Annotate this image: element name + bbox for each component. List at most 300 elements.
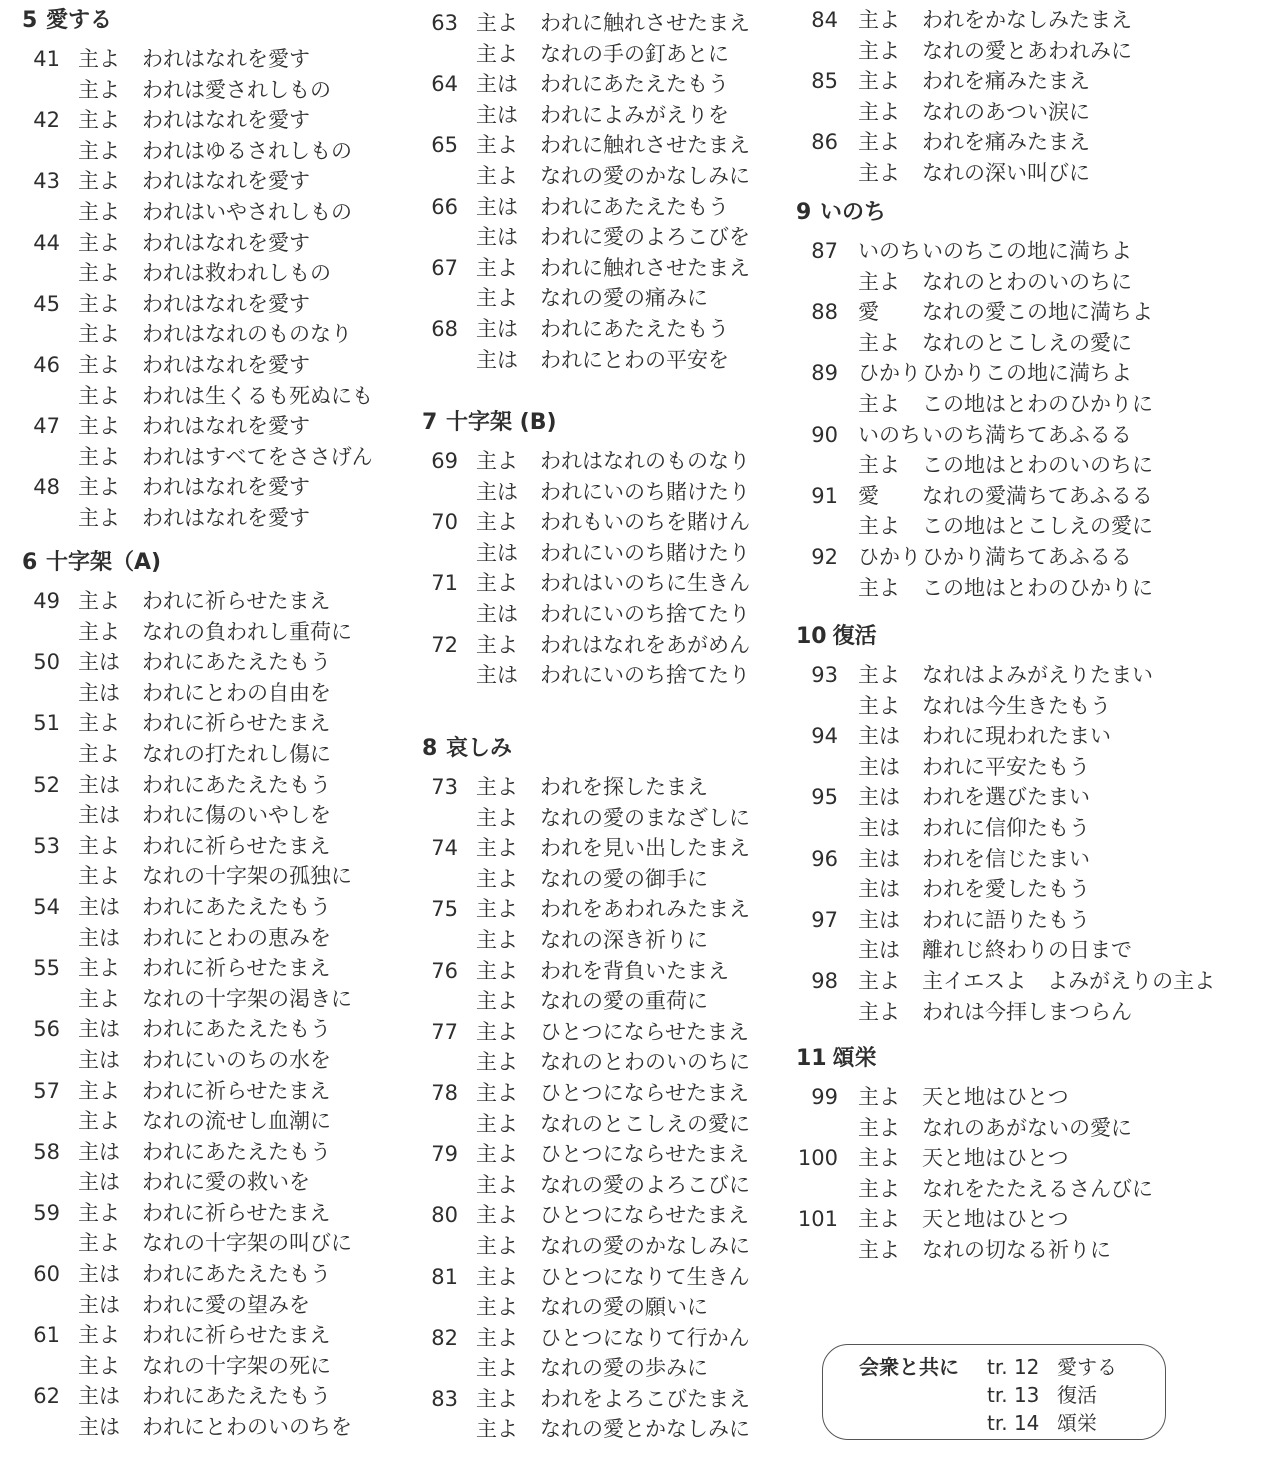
- line-number: [22, 800, 78, 831]
- line-speaker: 主よ: [858, 453, 900, 478]
- line-speaker: 主よ: [858, 160, 900, 185]
- prayer-line: [422, 538, 802, 569]
- line-speaker: 愛: [858, 300, 879, 325]
- line-number: [422, 100, 476, 131]
- line-speaker: 主よ: [858, 575, 900, 600]
- line-text: われはなれを愛す: [142, 108, 310, 133]
- line-number: 48: [33, 475, 60, 500]
- line-text: なれの愛とあわれみに: [922, 38, 1132, 63]
- track-name: 復活: [1057, 1383, 1097, 1407]
- prayer-line: [422, 1078, 802, 1109]
- line-number: 68: [431, 316, 458, 341]
- line-speaker: 主よ: [476, 133, 518, 158]
- line-speaker: 主よ: [78, 352, 120, 377]
- line-list: [22, 586, 412, 1443]
- prayer-line: [22, 166, 412, 197]
- line-text: われはなれのものなり: [540, 449, 750, 473]
- line-number: [422, 477, 476, 508]
- line-text: なれの十字架の孤独に: [142, 864, 352, 889]
- line-number: [422, 1292, 476, 1323]
- congregation-note-box: [822, 1344, 1166, 1440]
- line-text: われにあたえたもう: [540, 72, 729, 97]
- line-speaker: 主は: [78, 803, 120, 828]
- line-number: 55: [33, 956, 60, 981]
- line-speaker: 主よ: [476, 1356, 518, 1381]
- line-speaker: 主は: [78, 1170, 120, 1195]
- line-speaker: 主よ: [476, 958, 518, 983]
- line-text: われにあたえたもう: [142, 1017, 331, 1042]
- prayer-line: [422, 1200, 802, 1231]
- section: [796, 198, 1266, 603]
- line-number: 56: [33, 1017, 60, 1042]
- line-number: 71: [431, 571, 458, 596]
- line-text: なれのとわのいのちに: [540, 1050, 750, 1075]
- prayer-line: [22, 289, 412, 320]
- line-text: われに祈らせたまえ: [142, 1078, 331, 1103]
- line-speaker: 主よ: [476, 897, 518, 922]
- line-speaker: 主よ: [78, 47, 120, 71]
- line-speaker: 主よ: [78, 475, 120, 500]
- prayer-line: [796, 297, 1266, 328]
- line-text: なれをたたえるさんびに: [922, 1176, 1153, 1201]
- prayer-line: [796, 905, 1266, 936]
- line-text: この地はとわのひかりに: [922, 575, 1153, 600]
- line-number: [422, 986, 476, 1017]
- prayer-line: [796, 1235, 1266, 1266]
- line-number: [22, 197, 78, 228]
- line-text: なれの愛のよろこびに: [540, 1172, 750, 1197]
- line-number: [422, 283, 476, 314]
- line-text: なれの愛とかなしみに: [540, 1417, 750, 1442]
- line-speaker: 主は: [476, 102, 518, 127]
- line-number: 53: [33, 833, 60, 858]
- prayer-line: [22, 739, 412, 770]
- section: [422, 408, 802, 691]
- line-text: われに愛のよろこびを: [540, 225, 750, 250]
- line-text: われは今拝しまつらん: [922, 999, 1132, 1024]
- line-text: われを見い出したまえ: [540, 836, 750, 861]
- line-number: 67: [431, 255, 458, 280]
- line-speaker: 主よ: [858, 69, 900, 94]
- prayer-line: [22, 442, 412, 473]
- prayer-line: [22, 258, 412, 289]
- line-number: [22, 503, 78, 534]
- track-item: [987, 1381, 1117, 1409]
- line-text: われを愛したもう: [922, 877, 1090, 902]
- section-title-text: 哀しみ: [446, 736, 513, 761]
- section-title-text: いのち: [820, 200, 887, 225]
- line-speaker: 主は: [476, 663, 518, 688]
- line-number: 54: [33, 894, 60, 919]
- line-speaker: 主よ: [858, 1146, 900, 1171]
- line-list: [796, 236, 1266, 603]
- line-speaker: 主は: [476, 540, 518, 565]
- line-speaker: 主よ: [476, 1050, 518, 1075]
- prayer-line: [796, 782, 1266, 813]
- line-speaker: 主よ: [858, 1176, 900, 1201]
- prayer-line: [22, 1228, 412, 1259]
- section-number: 11: [796, 1046, 827, 1071]
- prayer-line: [796, 660, 1266, 691]
- line-number: [796, 752, 858, 783]
- line-text: なれの流せし血潮に: [142, 1109, 331, 1134]
- prayer-line: [422, 314, 802, 345]
- track-number: tr. 13: [987, 1383, 1040, 1407]
- line-speaker: 主は: [858, 724, 900, 749]
- line-speaker: 主よ: [78, 1323, 120, 1348]
- line-number: 98: [811, 968, 838, 993]
- prayer-line: [422, 507, 802, 538]
- prayer-line: [422, 894, 802, 925]
- section: [796, 5, 1266, 189]
- prayer-line: [22, 953, 412, 984]
- line-text: われに触れさせたまえ: [540, 255, 750, 280]
- prayer-line: [422, 1139, 802, 1170]
- prayer-line: [422, 986, 802, 1017]
- line-speaker: 主よ: [858, 693, 900, 718]
- line-speaker: 主は: [476, 347, 518, 372]
- line-speaker: 主よ: [476, 927, 518, 952]
- line-speaker: 主よ: [476, 1111, 518, 1136]
- section-title-text: 十字架（A): [46, 550, 162, 575]
- prayer-line: [422, 222, 802, 253]
- line-text: われを探したまえ: [540, 775, 708, 799]
- prayer-line: [796, 358, 1266, 389]
- line-number: 43: [33, 169, 60, 194]
- line-speaker: 主よ: [858, 330, 900, 355]
- line-text: ひかりこの地に満ちよ: [922, 361, 1132, 386]
- line-speaker: 主よ: [78, 414, 120, 439]
- line-text: われは生くるも死ぬにも: [142, 383, 373, 408]
- line-text: この地はとこしえの愛に: [922, 514, 1153, 539]
- prayer-line: [422, 39, 802, 70]
- line-speaker: 主は: [858, 754, 900, 779]
- line-text: なれのとこしえの愛に: [922, 330, 1132, 355]
- line-text: この地はとわのひかりに: [922, 391, 1153, 416]
- prayer-line: [22, 1290, 412, 1321]
- line-number: [796, 997, 858, 1028]
- line-number: 86: [811, 130, 838, 155]
- line-number: [22, 1045, 78, 1076]
- line-number: [422, 1414, 476, 1445]
- line-number: 85: [811, 69, 838, 94]
- prayer-line: [796, 481, 1266, 512]
- prayer-line: [796, 966, 1266, 997]
- line-speaker: 主よ: [78, 230, 120, 255]
- prayer-line: [422, 1109, 802, 1140]
- line-speaker: 主よ: [78, 956, 120, 981]
- prayer-line: [22, 228, 412, 259]
- line-text: われにとわの平安を: [540, 347, 729, 372]
- prayer-line: [22, 503, 412, 534]
- line-speaker: 主は: [78, 1017, 120, 1042]
- prayer-line: [422, 1262, 802, 1293]
- section-number: 10: [796, 624, 827, 649]
- line-number: [796, 389, 858, 420]
- line-number: [22, 861, 78, 892]
- prayer-line: [22, 75, 412, 106]
- line-number: [22, 1351, 78, 1382]
- section-title: [422, 734, 802, 764]
- line-speaker: 主よ: [78, 108, 120, 133]
- line-text: われはなれを愛す: [142, 169, 310, 194]
- line-text: なれの愛の御手に: [540, 866, 708, 891]
- line-number: [22, 75, 78, 106]
- prayer-line: [22, 831, 412, 862]
- line-speaker: 主よ: [78, 291, 120, 316]
- line-number: 45: [33, 291, 60, 316]
- line-text: ひとつになりて生きん: [540, 1264, 750, 1289]
- line-number: 72: [431, 632, 458, 657]
- section: [796, 1044, 1266, 1266]
- section: [422, 734, 802, 1445]
- line-text: われに祈らせたまえ: [142, 956, 331, 981]
- line-text: 主イエスよ よみがえりの主よ: [922, 968, 1216, 993]
- prayer-line: [22, 1106, 412, 1137]
- prayer-line: [422, 345, 802, 376]
- line-number: [22, 1167, 78, 1198]
- line-text: われにとわの恵みを: [142, 925, 331, 950]
- line-text: なれは今生きたもう: [922, 693, 1111, 718]
- prayer-line: [796, 573, 1266, 604]
- line-text: われに傷のいやしを: [142, 803, 331, 828]
- line-number: [422, 864, 476, 895]
- line-list: [796, 660, 1266, 1027]
- line-text: われにいのち賭けたり: [540, 540, 750, 565]
- line-speaker: 主よ: [78, 199, 120, 224]
- line-number: 89: [811, 361, 838, 386]
- line-number: 47: [33, 414, 60, 439]
- line-speaker: 主よ: [476, 989, 518, 1014]
- line-speaker: 主よ: [858, 391, 900, 416]
- line-number: 80: [431, 1203, 458, 1228]
- line-text: われに平安たもう: [922, 754, 1090, 779]
- line-speaker: 主は: [78, 1384, 120, 1409]
- line-number: 70: [431, 510, 458, 535]
- line-number: 76: [431, 958, 458, 983]
- line-text: われをよろこびたまえ: [540, 1386, 750, 1411]
- line-speaker: 主よ: [858, 1237, 900, 1262]
- prayer-line: [796, 1113, 1266, 1144]
- line-speaker: 主は: [78, 925, 120, 950]
- prayer-line: [22, 1045, 412, 1076]
- section-title-text: 愛する: [46, 8, 113, 33]
- prayer-line: [22, 1259, 412, 1290]
- line-speaker: 主よ: [78, 1353, 120, 1378]
- line-text: われに触れさせたまえ: [540, 11, 750, 35]
- line-text: 天と地はひとつ: [922, 1085, 1069, 1109]
- line-speaker: 主よ: [858, 1115, 900, 1140]
- section-title-text: 頌栄: [832, 1046, 877, 1071]
- prayer-line: [422, 660, 802, 691]
- track-name: 愛する: [1057, 1355, 1117, 1379]
- line-speaker: 主は: [476, 316, 518, 341]
- line-number: 63: [431, 11, 458, 35]
- prayer-line: [796, 450, 1266, 481]
- line-number: 93: [811, 663, 838, 687]
- line-speaker: 主よ: [476, 255, 518, 280]
- prayer-line: [22, 1381, 412, 1412]
- line-speaker: 主よ: [78, 741, 120, 766]
- prayer-line: [22, 708, 412, 739]
- prayer-line: [796, 542, 1266, 573]
- line-text: なれの愛のまなざしに: [540, 805, 750, 830]
- prayer-line: [22, 136, 412, 167]
- line-text: 天と地はひとつ: [922, 1207, 1069, 1232]
- prayer-line: [796, 97, 1266, 128]
- line-speaker: 主よ: [78, 1109, 120, 1134]
- line-speaker: 主は: [78, 1292, 120, 1317]
- line-number: [22, 1290, 78, 1321]
- line-speaker: 主よ: [78, 1200, 120, 1225]
- line-number: [422, 345, 476, 376]
- line-text: われは救われしもの: [142, 261, 331, 286]
- line-text: なれのあつい涙に: [922, 99, 1090, 124]
- line-number: [22, 984, 78, 1015]
- prayer-line: [422, 599, 802, 630]
- line-text: いのち満ちてあふるる: [922, 422, 1132, 447]
- section: [796, 622, 1266, 1027]
- line-speaker: 主よ: [858, 663, 900, 687]
- line-speaker: 主は: [78, 894, 120, 919]
- prayer-line: [22, 197, 412, 228]
- section: [22, 548, 412, 1443]
- line-text: なれの十字架の渇きに: [142, 986, 352, 1011]
- track-item: [987, 1409, 1117, 1437]
- line-speaker: 主は: [78, 772, 120, 797]
- prayer-line: [422, 1414, 802, 1445]
- line-text: われにいのち賭けたり: [540, 479, 750, 504]
- section-number: 7: [422, 410, 438, 435]
- line-number: [22, 1412, 78, 1443]
- prayer-line: [422, 1047, 802, 1078]
- line-text: ひとつにならせたまえ: [540, 1142, 749, 1167]
- line-number: 88: [811, 300, 838, 325]
- line-number: 42: [33, 108, 60, 133]
- prayer-line: [422, 69, 802, 100]
- prayer-line: [22, 1320, 412, 1351]
- note-label: 会衆と共に: [859, 1355, 959, 1379]
- line-text: われをあわれみたまえ: [540, 897, 750, 922]
- line-text: われに祈らせたまえ: [142, 1323, 331, 1348]
- section-title: [796, 1044, 1266, 1074]
- prayer-line: [22, 105, 412, 136]
- line-speaker: 主は: [78, 1262, 120, 1287]
- prayer-line: [22, 861, 412, 892]
- line-text: なれの負われし重荷に: [142, 619, 352, 644]
- line-text: われはなれを愛す: [142, 291, 310, 316]
- line-text: われを痛みたまえ: [922, 130, 1090, 155]
- prayer-line: [422, 1353, 802, 1384]
- line-speaker: ひかり: [858, 544, 921, 569]
- line-speaker: 主よ: [476, 836, 518, 861]
- line-speaker: 主は: [858, 877, 900, 902]
- line-text: われはなれを愛す: [142, 475, 310, 500]
- prayer-line: [796, 127, 1266, 158]
- track-name: 頌栄: [1057, 1411, 1097, 1435]
- line-number: 87: [811, 239, 838, 263]
- line-text: われにいのち捨てたり: [540, 601, 750, 626]
- line-speaker: 主よ: [858, 269, 900, 294]
- line-speaker: いのち: [858, 239, 921, 263]
- line-number: [796, 1174, 858, 1205]
- line-speaker: 主は: [78, 1139, 120, 1164]
- prayer-line: [422, 100, 802, 131]
- line-number: [422, 222, 476, 253]
- prayer-line: [796, 1204, 1266, 1235]
- prayer-line: [422, 8, 802, 39]
- line-speaker: 主よ: [78, 261, 120, 286]
- prayer-line: [796, 328, 1266, 359]
- prayer-line: [422, 925, 802, 956]
- prayer-line: [422, 1292, 802, 1323]
- line-number: [22, 678, 78, 709]
- line-number: [796, 935, 858, 966]
- prayer-line: [796, 1174, 1266, 1205]
- section-title: [796, 198, 1266, 228]
- line-speaker: 主よ: [476, 1417, 518, 1442]
- line-speaker: 主よ: [476, 775, 518, 799]
- line-speaker: 主よ: [476, 41, 518, 66]
- prayer-line: [22, 617, 412, 648]
- line-speaker: 主よ: [78, 383, 120, 408]
- prayer-line: [22, 319, 412, 350]
- line-number: [796, 874, 858, 905]
- line-speaker: 主よ: [476, 1386, 518, 1411]
- line-speaker: 主よ: [476, 510, 518, 535]
- line-number: 90: [811, 422, 838, 447]
- prayer-line: [422, 1323, 802, 1354]
- line-text: われにいのち捨てたり: [540, 663, 750, 688]
- track-number: tr. 12: [987, 1355, 1040, 1379]
- line-list: [796, 1082, 1266, 1266]
- line-speaker: 主よ: [78, 138, 120, 163]
- prayer-line: [22, 44, 412, 75]
- line-speaker: いのち: [858, 422, 921, 447]
- prayer-line: [796, 813, 1266, 844]
- line-number: [796, 267, 858, 298]
- prayer-line: [796, 66, 1266, 97]
- line-number: 92: [811, 544, 838, 569]
- line-text: ひとつにならせたまえ: [540, 1019, 749, 1044]
- line-text: なれの手の釘あとに: [540, 41, 729, 66]
- line-number: 83: [431, 1386, 458, 1411]
- line-speaker: 主は: [476, 479, 518, 504]
- line-speaker: 主は: [78, 1047, 120, 1072]
- line-speaker: 主よ: [476, 571, 518, 596]
- line-text: われを背負いたまえ: [540, 958, 729, 983]
- line-speaker: 主よ: [78, 77, 120, 102]
- line-text: われに祈らせたまえ: [142, 589, 331, 613]
- line-text: 天と地はひとつ: [922, 1146, 1069, 1171]
- line-number: [22, 1228, 78, 1259]
- line-speaker: 主よ: [858, 999, 900, 1024]
- line-number: [22, 319, 78, 350]
- line-speaker: 主よ: [858, 130, 900, 155]
- line-text: なれの愛の歩みに: [540, 1356, 708, 1381]
- line-number: 44: [33, 230, 60, 255]
- line-text: われはゆるされしもの: [142, 138, 352, 163]
- line-number: [422, 599, 476, 630]
- line-speaker: 主よ: [476, 1080, 518, 1105]
- prayer-line: [796, 874, 1266, 905]
- line-text: ひかり満ちてあふるる: [922, 544, 1132, 569]
- section: [422, 8, 802, 375]
- section-title-text: 復活: [832, 624, 877, 649]
- line-speaker: 主は: [858, 815, 900, 840]
- line-speaker: 主よ: [476, 805, 518, 830]
- line-number: 66: [431, 194, 458, 219]
